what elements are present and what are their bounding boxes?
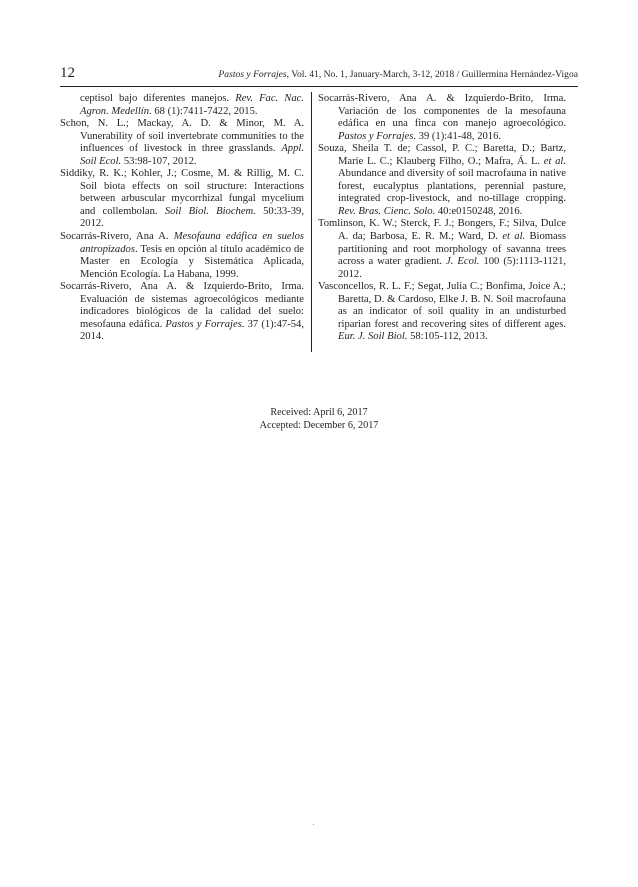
journal-name: Pastos y Forrajes	[218, 69, 287, 80]
reference-journal: Pastos y Forrajes	[338, 130, 414, 142]
reference-text: ceptisol bajo diferentes manejos.	[80, 93, 236, 104]
reference-et-al: et al.	[502, 231, 526, 243]
reference-et-al: et al.	[543, 155, 566, 167]
reference-text: Socarrás-Rivero, Ana A. & Izquierdo-Brito, Irma. Evaluación de sistemas agroecológicos mediante indicadores biológicos de la calidad del suelo: mesofauna edáfica.	[60, 281, 304, 330]
reference-citation: 50:33-39, 2012.	[80, 205, 304, 230]
article-dates	[0, 407, 638, 432]
reference-journal: Rev. Fac. Nac. Agron. Medellín	[80, 93, 304, 117]
reference-citation: 100 (5):1113-1121, 2012.	[338, 256, 567, 280]
reference-entry	[60, 281, 304, 344]
reference-entry	[318, 218, 566, 281]
reference-citation: . 37 (1):47-54, 2014.	[80, 318, 304, 343]
running-head	[218, 70, 578, 80]
reference-journal: Soil Biol. Biochem.	[164, 205, 256, 217]
reference-journal: Eur. J. Soil Biol.	[338, 331, 408, 343]
reference-citation: . Tesis en opción al título académico de Master en Ecología y Sistemática Aplicada, Mención Ecología. La Habana, 1999.	[80, 243, 304, 280]
header-rule	[60, 86, 578, 87]
reference-text: Siddiky, R. K.; Kohler, J.; Cosme, M. & Rillig, M. C. Soil biota effects on soil structure: Interactions between arbuscular mycorrhizal fungal mycelium and collembolan.	[60, 168, 304, 217]
reference-entry	[60, 231, 304, 281]
reference-entry	[60, 93, 304, 118]
reference-journal: Pastos y Forrajes	[165, 318, 242, 330]
page-header	[60, 66, 578, 86]
reference-text: Souza, Sheila T. de; Cassol, P. C.; Baretta, D.; Bartz, Marie L. C.; Klauberg Filho, O.; Mafra, Á. L.	[318, 143, 566, 167]
reference-text: Tomlinson, K. W.; Sterck, F. J.; Bongers, F.; Silva, Dulce A. da; Barbosa, E. R. M.; Ward, D.	[318, 218, 566, 243]
reference-citation: 58:105-112, 2013.	[407, 331, 488, 343]
page-speck	[313, 824, 314, 825]
references-left-column	[60, 93, 304, 344]
reference-journal: Rev. Bras. Cienc. Solo	[338, 205, 433, 217]
reference-text: Socarrás-Rivero, Ana A. & Izquierdo-Brito, Irma. Variación de los componentes de la mesofauna edáfica en una finca con manejo agroecológico.	[318, 93, 566, 130]
accepted-date: Accepted: December 6, 2017	[259, 419, 379, 431]
reference-title: Abundance and diversity of soil macrofauna in native forest, eucalyptus plantations, perennial pasture, integrated crop-livestock, and no-tillage cropping.	[338, 168, 566, 205]
reference-title: Mesofauna edáfica en suelos antropizados	[80, 231, 304, 255]
reference-title: Biomass partitioning and root morphology of savanna trees across a water gradient.	[338, 231, 566, 268]
reference-entry	[318, 281, 566, 344]
reference-entry	[60, 168, 304, 231]
running-head-details: , Vol. 41, No. 1, January-March, 3-12, 2018 / Guillermina Hernández-Vigoa	[286, 69, 578, 80]
reference-text: Schon, N. L.; Mackay, A. D. & Minor, M. A. Vunerability of soil invertebrate communities to the influences of livestock in three grasslands.	[60, 118, 304, 155]
column-divider	[311, 92, 312, 352]
received-date: Received: April 6, 2017	[270, 407, 368, 418]
reference-text: Socarrás-Rivero, Ana A.	[60, 231, 174, 243]
page-number: 12	[60, 65, 75, 81]
references-right-column	[318, 93, 566, 344]
reference-citation: . 68 (1):7411-7422, 2015.	[149, 105, 258, 117]
reference-entry	[318, 143, 566, 218]
reference-journal: Appl. Soil Ecol.	[80, 143, 304, 167]
reference-citation: . 40:e0150248, 2016.	[432, 205, 523, 217]
reference-citation: 53:98-107, 2012.	[121, 155, 197, 167]
reference-journal: J. Ecol.	[446, 256, 480, 268]
reference-entry	[60, 118, 304, 168]
reference-citation: . 39 (1):41-48, 2016.	[413, 130, 502, 142]
reference-entry	[318, 93, 566, 143]
reference-text: Vasconcellos, R. L. F.; Segat, Julia C.; Bonfima, Joice A.; Baretta, D. & Cardoso, Elke J. B. N. Soil macrofauna as an indicator of soil quality in an undisturbed riparian forest and recovering sites of different ages.	[318, 281, 566, 330]
